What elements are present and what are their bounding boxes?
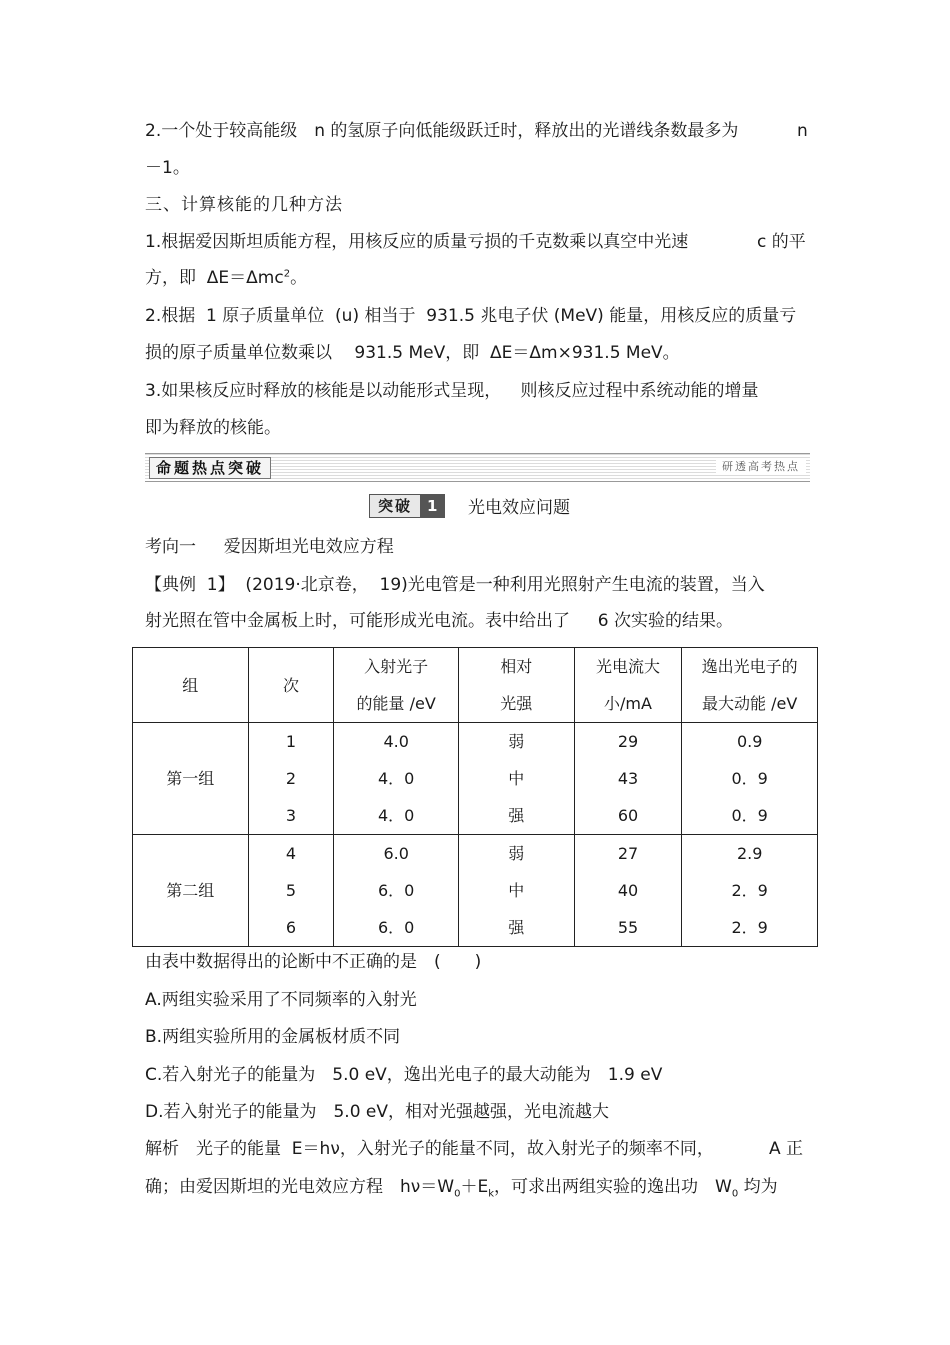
kinetic-cell: 0.9 0．9 0．9 xyxy=(682,723,818,835)
example-line: 【典例 1】 (2019·北京卷， 19)光电管是一种利用光照射产生电流的装置，当入 xyxy=(145,575,765,595)
option-a: A.两组实验采用了不同频率的入射光 xyxy=(145,990,417,1010)
topic-heading: 光电效应问题 xyxy=(468,498,570,518)
group-name: 第二组 xyxy=(133,835,249,947)
table-header-row xyxy=(133,648,818,723)
header-intensity: 相对 光强 xyxy=(458,648,574,723)
times-cell: 1 2 3 xyxy=(248,723,334,835)
table-row xyxy=(133,835,818,947)
subscript: 0 xyxy=(454,1188,461,1200)
example-line: 射光照在管中金属板上时，可能形成光电流。表中给出了 6 次实验的结果。 xyxy=(145,611,734,631)
option-d: D.若入射光子的能量为 5.0 eV，相对光强越强，光电流越大 xyxy=(145,1102,610,1122)
banner-subtitle: 研透高考热点 xyxy=(716,459,806,475)
times-cell: 4 5 6 xyxy=(248,835,334,947)
banner-title: 命题热点突破 xyxy=(149,457,271,479)
section-title: 三、计算核能的几种方法 xyxy=(145,195,343,215)
section-banner xyxy=(145,453,810,482)
header-group: 组 xyxy=(133,648,249,723)
analysis-line: 确；由爱因斯坦的光电效应方程 $h\nu=W_0+E_k$，可求出两组实验的逸出功 $W_0$ 均为 xyxy=(145,1177,778,1200)
para-line: －1。 xyxy=(145,158,190,178)
para-line: 即为释放的核能。 xyxy=(145,418,281,438)
current-cell: 29 43 60 xyxy=(574,723,682,835)
para-line: n xyxy=(797,121,808,141)
option-c: C.若入射光子的能量为 5.0 eV，逸出光电子的最大动能为 1.9 eV xyxy=(145,1065,663,1085)
header-kinetic: 逸出光电子的 最大动能 /eV xyxy=(682,648,818,723)
analysis-line: A 正 xyxy=(769,1139,804,1159)
current-cell: 27 40 55 xyxy=(574,835,682,947)
energy-cell: 4.0 4．0 4．0 xyxy=(334,723,459,835)
option-b: B.两组实验所用的金属板材质不同 xyxy=(145,1027,401,1047)
formula-text: 。 xyxy=(290,268,308,288)
intensity-cell: 弱 中 强 xyxy=(458,723,574,835)
analysis-line: 解析 光子的能量 E＝hν，入射光子的能量不同，故入射光子的频率不同， xyxy=(145,1139,714,1159)
subscript: k xyxy=(488,1188,495,1200)
para-line: 1.根据爱因斯坦质能方程，用核反应的质量亏损的千克数乘以真空中光速 xyxy=(145,232,689,252)
breakthrough-badge xyxy=(369,494,445,518)
header-times: 次 xyxy=(248,648,334,723)
subscript: 0 xyxy=(731,1188,739,1200)
para-line xyxy=(145,266,307,290)
header-energy: 入射光子 的能量 /eV xyxy=(334,648,459,723)
energy-cell: 6.0 6．0 6．0 xyxy=(334,835,459,947)
formula-text: 方，即 ΔE＝Δmc xyxy=(145,268,284,288)
header-current: 光电流大 小/mA xyxy=(574,648,682,723)
intensity-cell: 弱 中 强 xyxy=(458,835,574,947)
para-line: 3.如果核反应时释放的核能是以动能形式呈现， 则核反应过程中系统动能的增量 xyxy=(145,381,759,401)
para-line: 2.根据 1 原子质量单位 (u) 相当于 931.5 兆电子伏 (MeV) 能量，用核反应的质量亏 xyxy=(145,306,797,326)
group-name: 第一组 xyxy=(133,723,249,835)
table-row xyxy=(133,723,818,835)
kinetic-cell: 2.9 2．9 2．9 xyxy=(682,835,818,947)
direction-heading: 考向一 爱因斯坦光电效应方程 xyxy=(145,537,394,557)
para-line: 损的原子质量单位数乘以 931.5 MeV，即 ΔE＝Δm×931.5 MeV。 xyxy=(145,343,680,363)
badge-word: 突破 xyxy=(370,495,420,517)
badge-number: 1 xyxy=(420,495,444,517)
para-line: c 的平 xyxy=(757,232,806,252)
para-line: 2.一个处于较高能级 n 的氢原子向低能级跃迁时，释放出的光谱线条数最多为 xyxy=(145,121,739,141)
experiment-table xyxy=(132,647,818,947)
question-stem: 由表中数据得出的论断中不正确的是 ( ) xyxy=(145,952,482,972)
superscript: 2 xyxy=(283,268,291,280)
